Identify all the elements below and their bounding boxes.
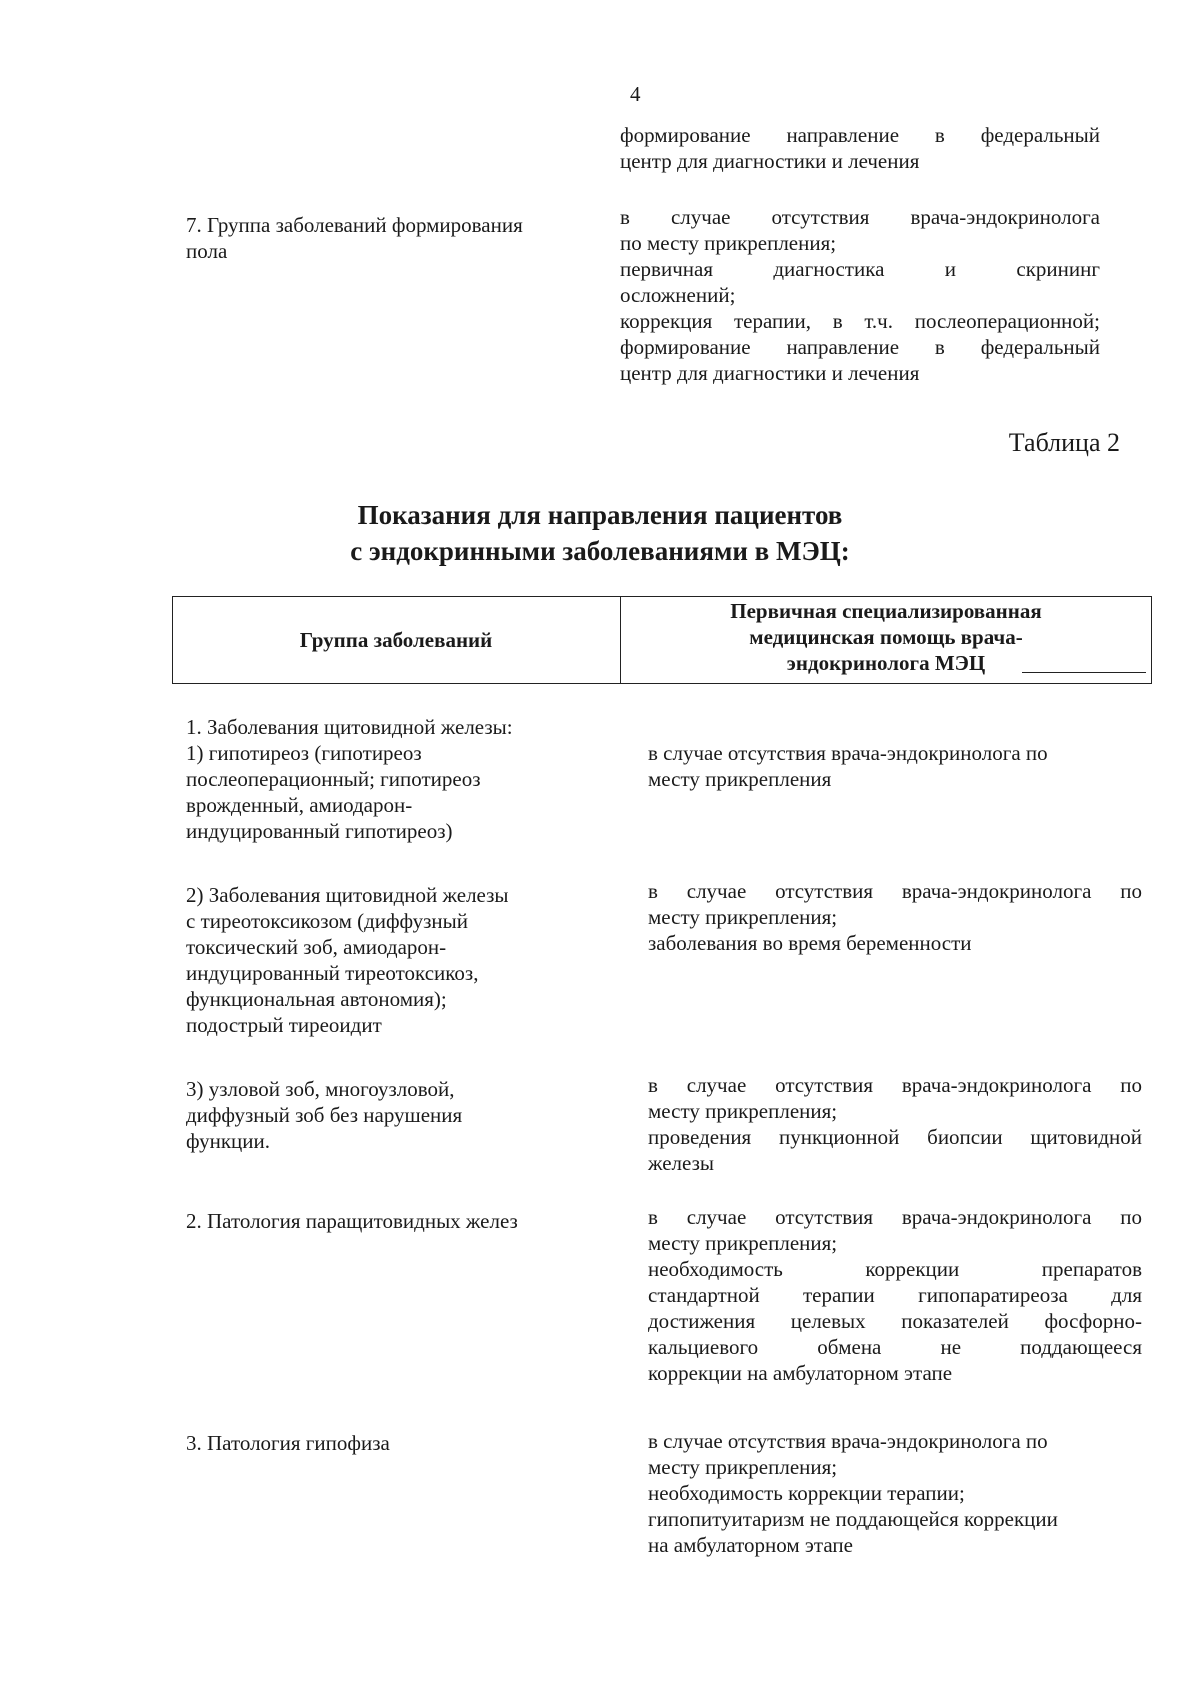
text-line: в случае отсутствия врача-эндокринолога по <box>648 1073 1142 1097</box>
text-line: месту прикрепления <box>648 767 832 791</box>
continued-indication <box>620 122 1100 174</box>
text-line: месту прикрепления; <box>648 1455 838 1479</box>
text-line: диффузный зоб без нарушения <box>186 1103 463 1127</box>
text-line: пола <box>186 239 228 263</box>
text-line: центр для диагностики и лечения <box>620 361 920 385</box>
table-row-care <box>648 1072 1142 1176</box>
text-line: 1. Заболевания щитовидной железы: <box>186 715 513 739</box>
text-line: коррекции на амбулаторном этапе <box>648 1361 953 1385</box>
table-row-care <box>648 740 1142 792</box>
text-line: 7. Группа заболеваний формирования <box>186 213 523 237</box>
group-7-indications <box>620 204 1100 386</box>
text-line: 2) Заболевания щитовидной железы <box>186 883 509 907</box>
text-line: коррекция терапии, в т.ч. послеоперационной; <box>620 309 1100 333</box>
group-7-name <box>186 212 606 264</box>
text-line: формирование направление в федеральный <box>620 123 1100 147</box>
text-line: проведения пункционной биопсии щитовидной <box>648 1125 1142 1149</box>
text-line: подострый тиреоидит <box>186 1013 382 1037</box>
text-line: центр для диагностики и лечения <box>620 149 920 173</box>
text-line: токсический зоб, амиодарон- <box>186 935 447 959</box>
column-header-group: Группа заболеваний <box>299 627 493 652</box>
text-line: необходимость коррекции препаратов <box>648 1257 1142 1281</box>
text-line: послеоперационный; гипотиреоз <box>186 767 481 791</box>
text-line: в случае отсутствия врача-эндокринолога <box>620 205 1100 229</box>
text-line: на амбулаторном этапе <box>648 1533 853 1557</box>
page-title <box>0 497 1200 569</box>
table-row-group <box>186 882 606 1038</box>
table-row-group <box>186 1208 626 1234</box>
text-line: в случае отсутствия врача-эндокринолога по <box>648 1429 1048 1453</box>
table-row-care <box>648 1428 1142 1558</box>
page-number: 4 <box>630 82 641 106</box>
table-row-group <box>186 1076 606 1154</box>
text-line: 2. Патология паращитовидных желез <box>186 1209 518 1233</box>
text-line: в случае отсутствия врача-эндокринолога по <box>648 741 1048 765</box>
header-underline <box>1022 672 1146 673</box>
text-line: в случае отсутствия врача-эндокринолога по <box>648 879 1142 903</box>
text-line: необходимость коррекции терапии; <box>648 1481 965 1505</box>
text-line: индуцированный гипотиреоз) <box>186 819 453 843</box>
table-row-care <box>648 1204 1142 1386</box>
text-line: функции. <box>186 1129 270 1153</box>
text-line: формирование направление в федеральный <box>620 335 1100 359</box>
title-line: Показания для направления пациентов <box>357 500 843 530</box>
table-label: Таблица 2 <box>1008 428 1120 457</box>
text-line: в случае отсутствия врача-эндокринолога по <box>648 1205 1142 1229</box>
column-header-care <box>620 598 1152 676</box>
text-line: заболевания во время беременности <box>648 931 972 955</box>
text-line: функциональная автономия); <box>186 987 447 1011</box>
header-line: Первичная специализированная <box>730 599 1042 623</box>
text-line: железы <box>648 1151 715 1175</box>
text-line: индуцированный тиреотоксикоз, <box>186 961 479 985</box>
text-line: врожденный, амиодарон- <box>186 793 413 817</box>
text-line: месту прикрепления; <box>648 905 838 929</box>
text-line: гипопитуитаризм не поддающейся коррекции <box>648 1507 1058 1531</box>
table-row-care <box>648 878 1142 956</box>
text-line: осложнений; <box>620 283 736 307</box>
header-line: эндокринолога МЭЦ <box>786 651 986 675</box>
text-line: месту прикрепления; <box>648 1231 838 1255</box>
text-line: 1) гипотиреоз (гипотиреоз <box>186 741 422 765</box>
header-line: медицинская помощь врача- <box>749 625 1023 649</box>
text-line: 3. Патология гипофиза <box>186 1431 390 1455</box>
text-line: достижения целевых показателей фосфорно- <box>648 1309 1142 1333</box>
text-line: по месту прикрепления; <box>620 231 837 255</box>
text-line: месту прикрепления; <box>648 1099 838 1123</box>
text-line: 3) узловой зоб, многоузловой, <box>186 1077 455 1101</box>
table-row-group <box>186 1430 606 1456</box>
text-line: стандартной терапии гипопаратиреоза для <box>648 1283 1142 1307</box>
table-row-group <box>186 714 606 844</box>
text-line: с тиреотоксикозом (диффузный <box>186 909 468 933</box>
text-line: первичная диагностика и скрининг <box>620 257 1100 281</box>
text-line: кальциевого обмена не поддающееся <box>648 1335 1142 1359</box>
title-line: с эндокринными заболеваниями в МЭЦ: <box>350 536 850 566</box>
